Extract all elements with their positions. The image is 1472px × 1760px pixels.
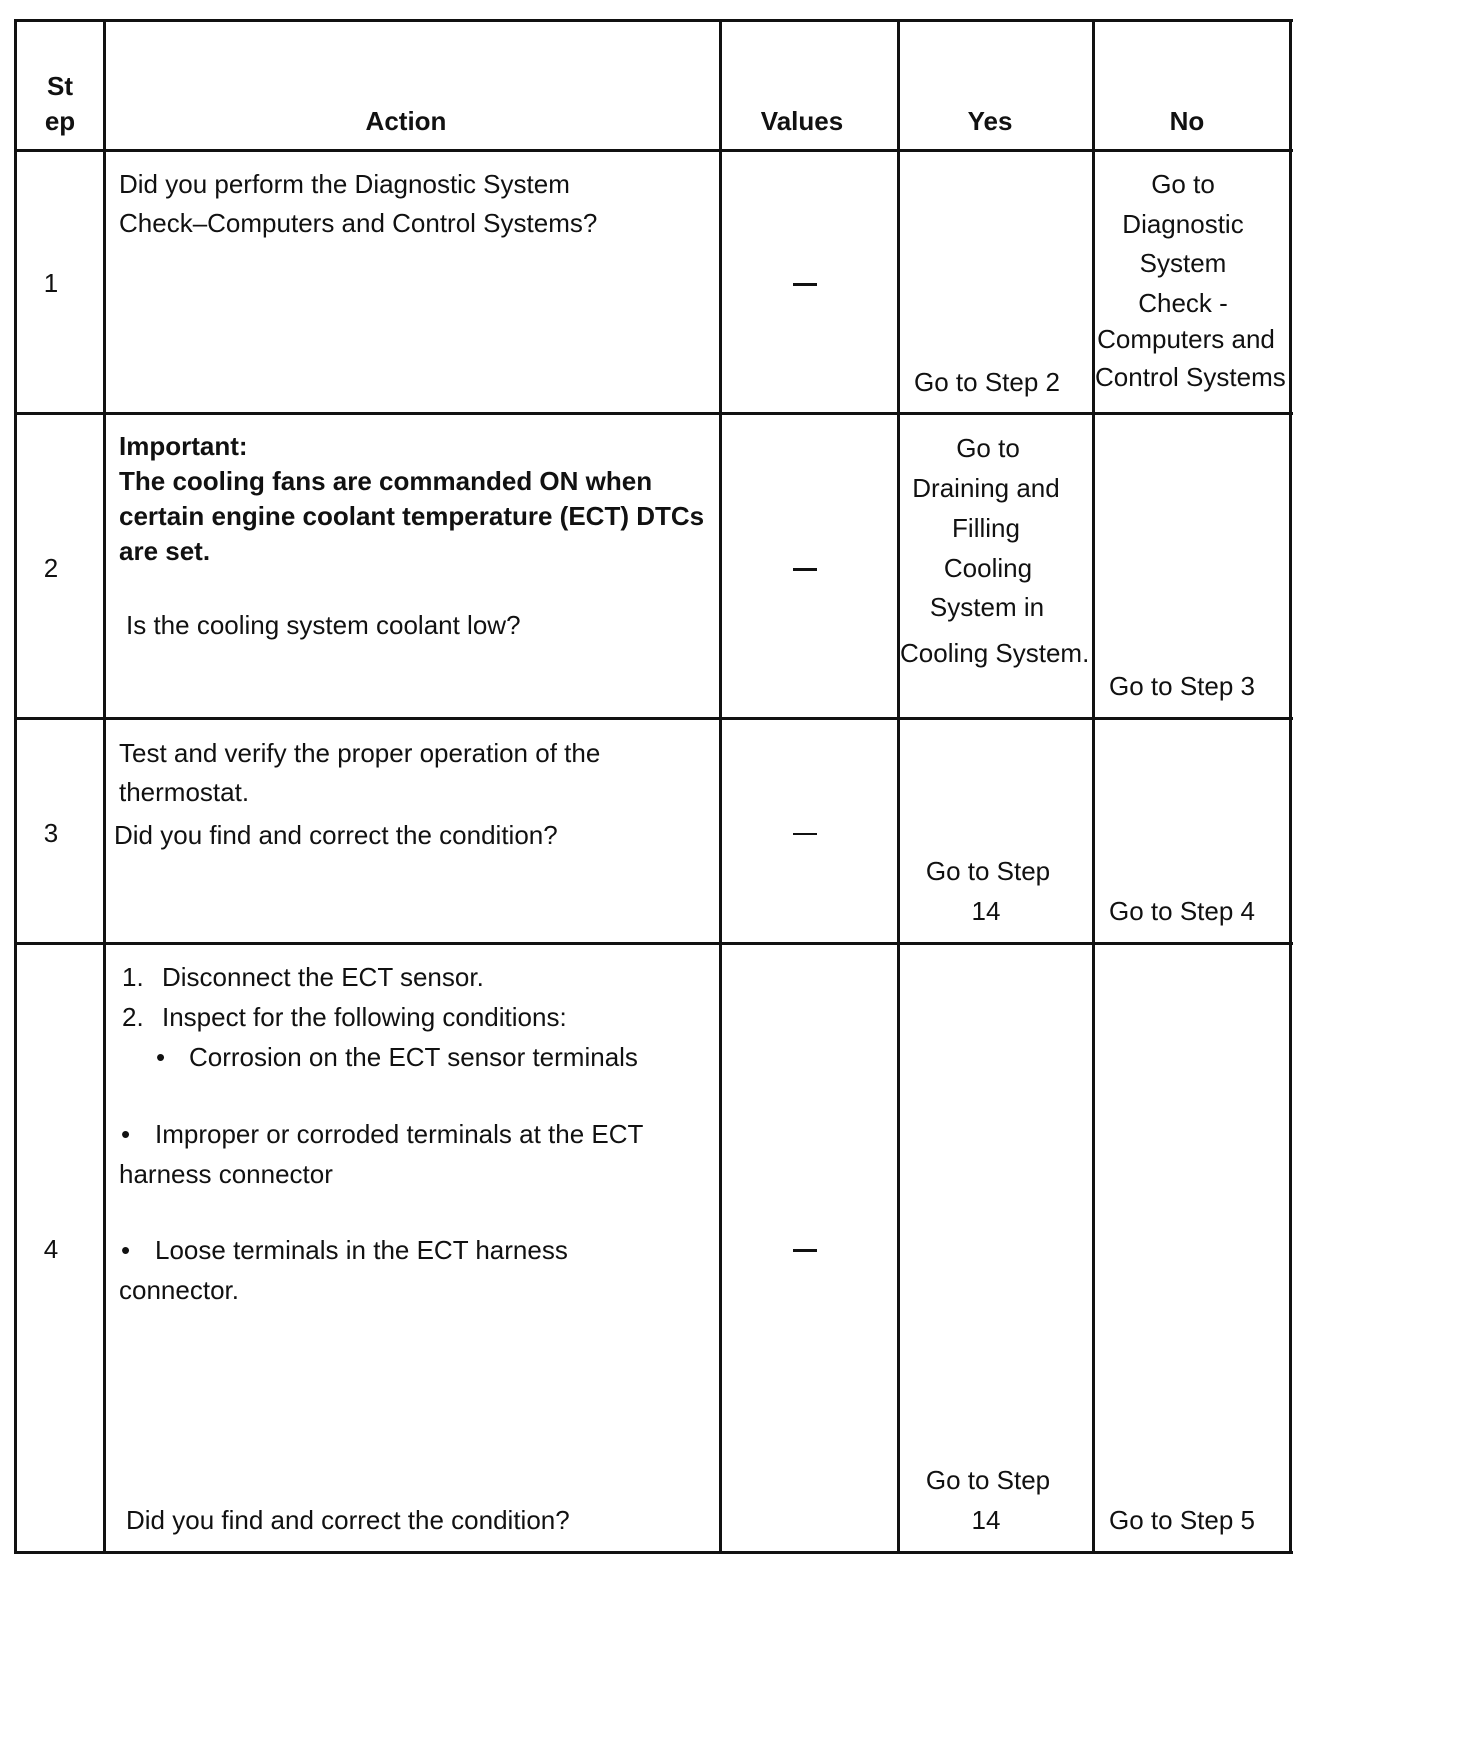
row2-yes-line5: System in — [929, 592, 1045, 622]
row1-no-line6: Control Systems — [1095, 362, 1286, 392]
bullet-item-2-line2: harness connector — [119, 1159, 333, 1189]
column-divider-values — [719, 19, 722, 1554]
header-step-line1: St — [47, 71, 73, 101]
important-text-line3: are set. — [119, 536, 211, 566]
table-border-bottom — [14, 1551, 1293, 1554]
header-yes: Yes — [967, 106, 1013, 136]
list-item-2: Inspect for the following conditions: — [162, 1002, 567, 1032]
row2-yes-line1: Go to — [956, 433, 1020, 463]
header-divider — [14, 149, 1293, 152]
row4-question: Did you find and correct the condition? — [126, 1505, 570, 1535]
row1-action-line2: Check–Computers and Control Systems? — [119, 208, 598, 238]
column-divider-yes — [897, 19, 900, 1554]
row1-action-line1: Did you perform the Diagnostic System — [119, 169, 570, 199]
bullet-item-3-line1: Loose terminals in the ECT harness — [155, 1235, 568, 1265]
row3-action-line3: Did you find and correct the condition? — [114, 820, 558, 850]
bullet-item-1: Corrosion on the ECT sensor terminals — [189, 1042, 638, 1072]
row1-no-line5: Computers and — [1097, 324, 1275, 354]
table-border-right — [1289, 19, 1292, 1554]
header-action: Action — [365, 106, 447, 136]
step-number-4: 4 — [43, 1234, 59, 1264]
bullet-glyph: • — [121, 1235, 131, 1265]
bullet-item-2-line1: Improper or corroded terminals at the ECT — [155, 1119, 644, 1149]
row3-values-dash — [793, 833, 817, 835]
row2-yes-line2: Draining and — [912, 473, 1060, 503]
row2-question: Is the cooling system coolant low? — [126, 610, 521, 640]
step-number-1: 1 — [43, 268, 59, 298]
important-text-line1: The cooling fans are commanded ON when — [119, 466, 653, 496]
row1-yes-line1: Go to Step 2 — [914, 367, 1060, 397]
step-number-2: 2 — [43, 553, 59, 583]
row-divider-2 — [14, 717, 1293, 720]
list-marker-1: 1. — [122, 962, 144, 992]
row4-values-dash — [793, 1249, 817, 1252]
bullet-glyph: • — [121, 1119, 131, 1149]
row2-values-dash — [793, 568, 817, 571]
step-number-3: 3 — [43, 818, 59, 848]
row2-no-line1: Go to Step 3 — [1109, 671, 1255, 701]
column-divider-action — [103, 19, 106, 1554]
row3-action-line2: thermostat. — [119, 777, 250, 807]
row3-action-line1: Test and verify the proper operation of the — [119, 738, 601, 768]
table-border-left — [14, 19, 17, 1554]
list-marker-2: 2. — [122, 1002, 144, 1032]
row3-yes-line2: 14 — [971, 896, 1001, 926]
row4-yes-line1: Go to Step — [925, 1465, 1051, 1495]
row-divider-1 — [14, 412, 1293, 415]
important-label: Important: — [119, 431, 248, 461]
important-text-line2: certain engine coolant temperature (ECT) DTCs — [119, 501, 705, 531]
row2-yes-line4: Cooling — [943, 553, 1033, 583]
row1-no-line4: Check - — [1138, 288, 1228, 318]
bullet-item-3-line2: connector. — [119, 1275, 239, 1305]
row3-yes-line1: Go to Step — [925, 856, 1051, 886]
row1-no-line2: Diagnostic — [1122, 209, 1244, 239]
row2-yes-line6: Cooling System. — [900, 638, 1090, 668]
list-item-1: Disconnect the ECT sensor. — [162, 962, 484, 992]
row4-no-line1: Go to Step 5 — [1109, 1505, 1255, 1535]
row1-values-dash — [793, 283, 817, 286]
row2-yes-line3: Filling — [952, 513, 1020, 543]
row1-no-line1: Go to — [1151, 169, 1215, 199]
header-step-line2: ep — [44, 106, 76, 136]
row-divider-3 — [14, 942, 1293, 945]
header-values: Values — [760, 106, 844, 136]
row1-no-line3: System — [1139, 248, 1227, 278]
row4-yes-line2: 14 — [971, 1505, 1001, 1535]
table-border-top — [14, 19, 1293, 22]
row3-no-line1: Go to Step 4 — [1109, 896, 1255, 926]
bullet-glyph: • — [156, 1042, 166, 1072]
header-no: No — [1169, 106, 1205, 136]
